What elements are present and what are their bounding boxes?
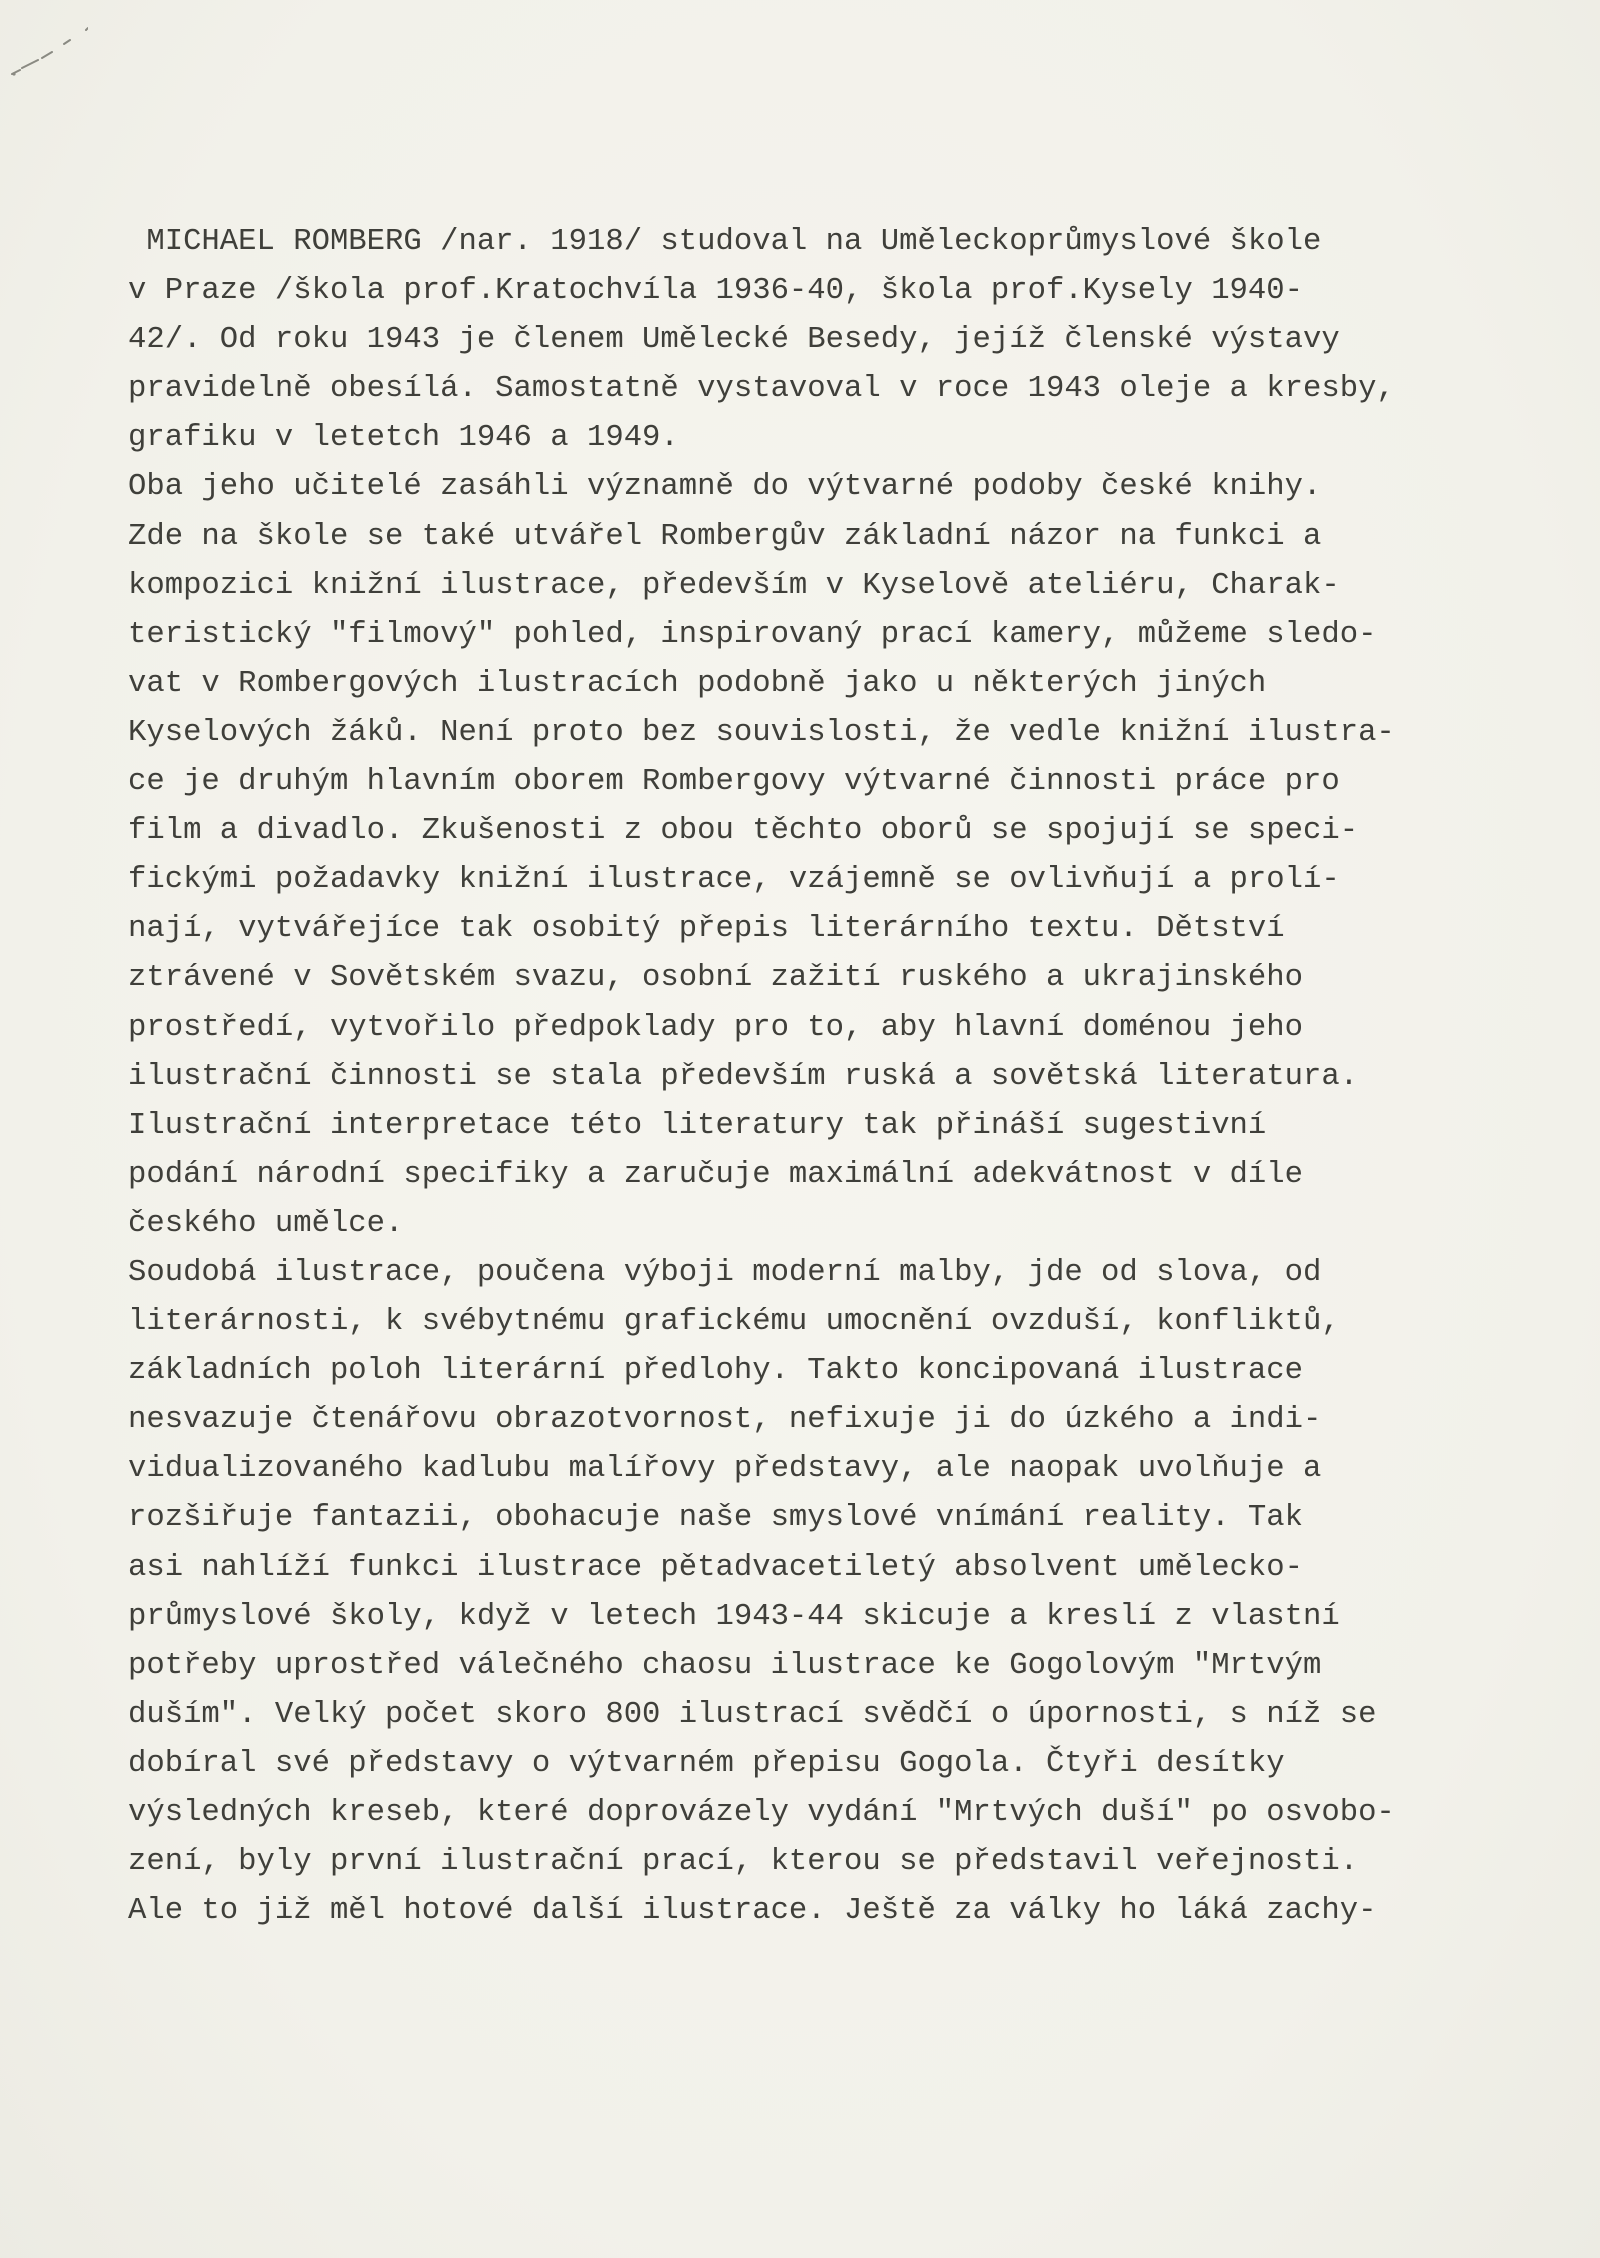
text-line: v Praze /škola prof.Kratochvíla 1936-40, škola prof.Kysely 1940- <box>128 274 1303 309</box>
text-line: nají, vytvářejíce tak osobitý přepis literárního textu. Dětství <box>128 912 1285 947</box>
text-line: duším". Velký počet skoro 800 ilustrací svědčí o úpornosti, s níž se <box>128 1697 1377 1732</box>
text-line: výsledných kreseb, které doprovázely vydání "Mrtvých duší" po osvobo- <box>128 1796 1395 1830</box>
text-line: film a divadlo. Zkušenosti z obou těchto oborů se spojují se speci- <box>128 814 1359 849</box>
typed-text-body <box>128 218 1528 1936</box>
text-line: rozšiřuje fantazii, obohacuje naše smyslové vnímání reality. Tak <box>128 1501 1303 1536</box>
text-line: asi nahlíží funkci ilustrace pětadvacetiletý absolvent umělecko- <box>128 1550 1303 1585</box>
text-line: 42/. Od roku 1943 je členem Umělecké Besedy, jejíž členské výstavy <box>128 323 1340 358</box>
text-line: zení, byly první ilustrační prací, kterou se představil veřejnosti. <box>128 1845 1359 1880</box>
text-line: potřeby uprostřed válečného chaosu ilustrace ke Gogolovým "Mrtvým <box>128 1648 1322 1683</box>
text-line: teristický "filmový" pohled, inspirovaný prací kamery, můžeme sledo- <box>128 617 1377 652</box>
text-line: základních poloh literární předlohy. Takto koncipovaná ilustrace <box>128 1354 1303 1389</box>
text-line: MICHAEL ROMBERG /nar. 1918/ studoval na Uměleckoprůmyslové škole <box>128 225 1322 259</box>
pencil-mark-icon <box>8 26 88 86</box>
text-line: prostředí, vytvořilo předpoklady pro to, aby hlavní doménou jeho <box>128 1010 1303 1045</box>
text-line: literárnosti, k svébytnému grafickému umocnění ovzduší, konfliktů, <box>128 1305 1340 1340</box>
text-line: pravidelně obesílá. Samostatně vystavoval v roce 1943 oleje a kresby, <box>128 372 1395 407</box>
text-line: ilustrační činnosti se stala především ruská a sovětská literatura. <box>128 1059 1359 1094</box>
text-line: vat v Rombergových ilustracích podobně jako u některých jiných <box>128 666 1267 701</box>
text-line: průmyslové školy, když v letech 1943-44 skicuje a kreslí z vlastní <box>128 1599 1340 1634</box>
text-line: ce je druhým hlavním oborem Rombergovy výtvarné činnosti práce pro <box>128 765 1340 800</box>
text-line: českého umělce. <box>128 1206 404 1241</box>
text-line: grafiku v letetch 1946 a 1949. <box>128 421 679 456</box>
text-line: fickými požadavky knižní ilustrace, vzájemně se ovlivňují a prolí- <box>128 863 1340 898</box>
text-line: dobíral své představy o výtvarném přepisu Gogola. Čtyři desítky <box>128 1746 1285 1781</box>
text-line: Kyselových žáků. Není proto bez souvislosti, že vedle knižní ilustra- <box>128 715 1395 750</box>
text-line: kompozici knižní ilustrace, především v Kyselově ateliéru, Charak- <box>128 568 1340 603</box>
text-line: podání národní specifiky a zaručuje maximální adekvátnost v díle <box>128 1157 1303 1192</box>
text-line: Soudobá ilustrace, poučena výboji moderní malby, jde od slova, od <box>128 1255 1322 1290</box>
text-line: Ilustrační interpretace této literatury tak přináší sugestivní <box>128 1108 1267 1143</box>
text-line: Zde na škole se také utvářel Rombergův základní názor na funkci a <box>128 519 1322 554</box>
text-line: Oba jeho učitelé zasáhli významně do výtvarné podoby české knihy. <box>128 470 1322 505</box>
text-line: nesvazuje čtenářovu obrazotvornost, nefixuje ji do úzkého a indi- <box>128 1403 1322 1438</box>
text-line: Ale to již měl hotové další ilustrace. Ještě za války ho láká zachy- <box>128 1894 1377 1929</box>
text-line: ztrávené v Sovětském svazu, osobní zažití ruského a ukrajinského <box>128 961 1303 996</box>
text-line: vidualizovaného kadlubu malířovy představy, ale naopak uvolňuje a <box>128 1452 1322 1487</box>
